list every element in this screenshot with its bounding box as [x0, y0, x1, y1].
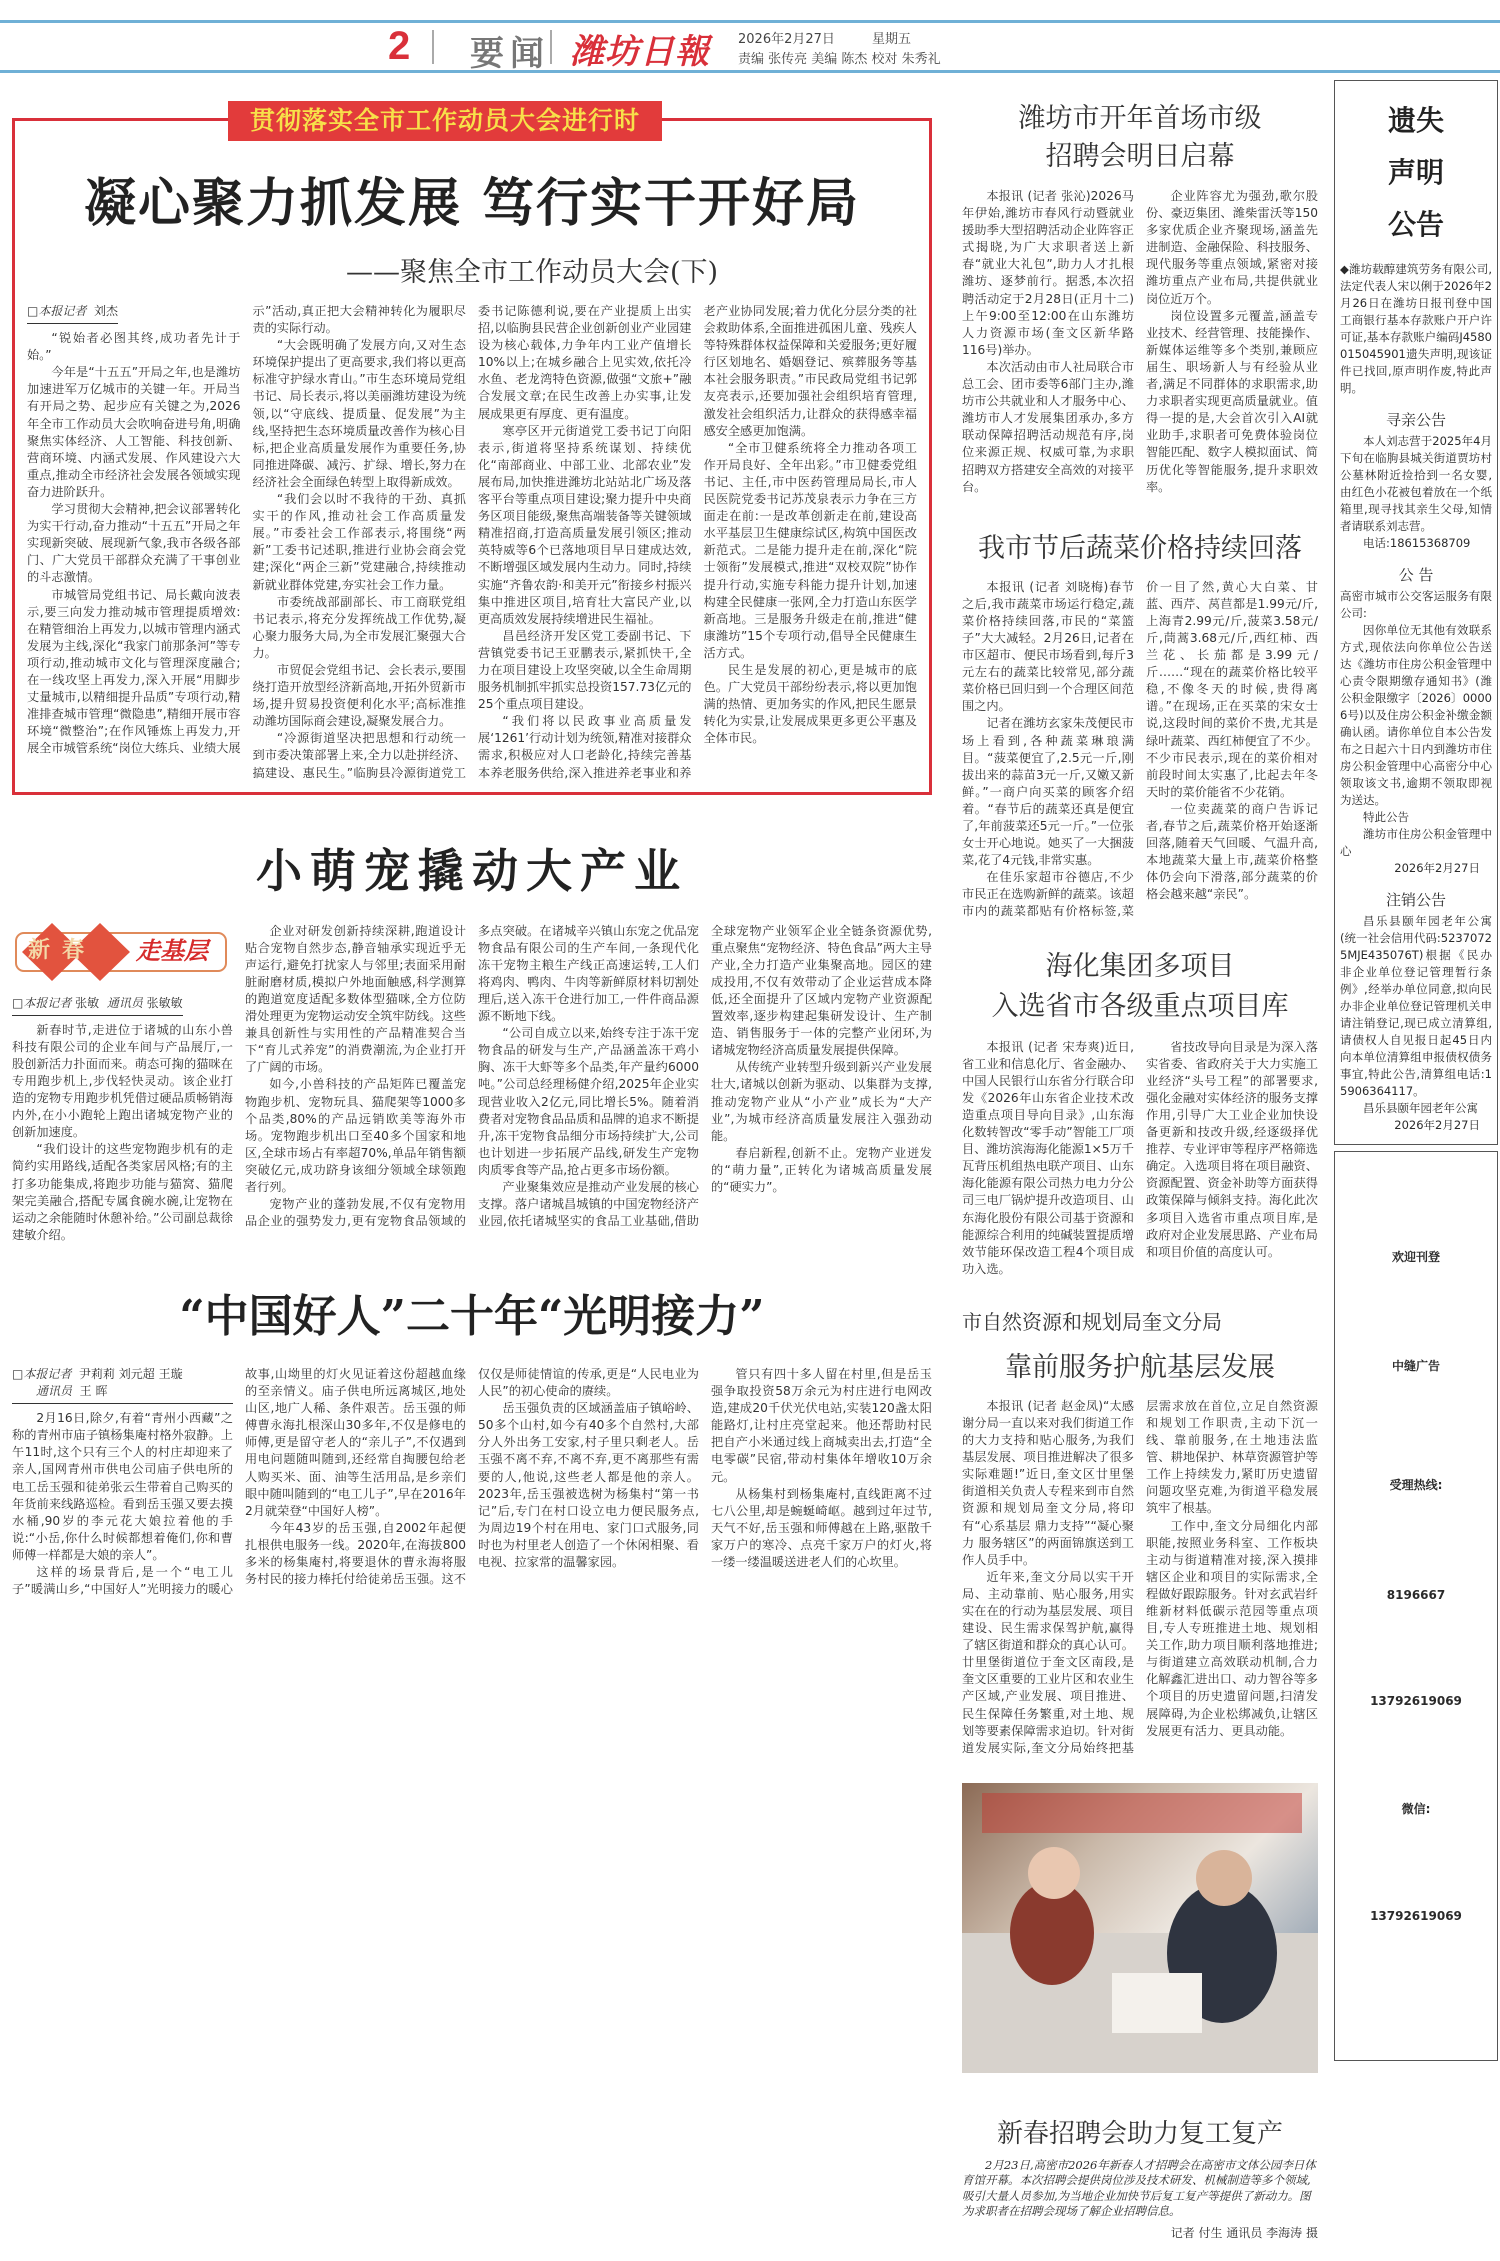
paragraph: 民生是发展的初心,更是城市的底色。广大党员干部纷纷表示,将以更加饱满的热情、更加务实的作风,把民生愿景转化为实景,让发展成果更多更公平惠及全体市民。	[703, 662, 917, 746]
byline-label: □本报记者	[12, 1366, 72, 1381]
paragraph: 近年来,奎文分局以实干开局、主动靠前、贴心服务,用实实在在的行动为基层发展、项目建设、民生需求保驾护航,赢得了辖区街道和群众的真心认可。廿里堡街道位于奎文区南段,是奎文区重要的工业片区和农业生产区域,产业发展、项目推进、民生保障任务繁重,对土地、规划等要素保障需求迫切。针对街道发展实际,奎文分局始终把基层需求放在首位,立足自然资源和规划工作职责,主动下沉一线、靠前服务,在土地违法监管、耕地保护、林草资源管护等工作上持续发力,紧盯历史遗留问题攻坚克难,为街道平稳发展筑牢了根基。	[962, 1398, 1318, 1755]
family-notice-phone: 电话:18615368709	[1363, 536, 1471, 550]
welcome-text: 欢迎刊登	[1391, 1250, 1440, 1264]
paragraph: 从杨集村到杨集庵村,直线距离不过七八公里,却是蜿蜒崎岖。越到过年过节,天气不好,岳玉强和师傅越在上路,驱散千家万户的寒冷、点亮千家万户的灯火,将一缕一缕温暖送进老人们的心坎里。	[711, 1486, 932, 1569]
paragraph: 本报讯 (记者 张沁)2026马年伊始,潍坊市春风行动暨就业援助季大型招聘活动企业阵容正式揭晓,为广大求职者送上新春“就业大礼包”,助力人才扎根潍坊、逐梦前行。据悉,本次招聘活动定于2月28日(正月十二)上午9:00至12:00在山东潍坊人力资源市场(奎文区新华路116号)举办。	[962, 189, 1134, 357]
paragraph: “大会既明确了发展方向,又对生态环境保护提出了更高要求,我们将以更高标准守护绿水青山。”市生态环境局党组书记、局长表示,将以美丽潍坊建设为统领,以“守底线、提质量、促发展”为主线,坚持把生态环境质量改善作为核心目标,把企业高质量发展作为重要任务,协同推进降碳、减污、扩绿、增长,努力在经济社会全面绿色转型上取得新成效。	[252, 338, 466, 489]
xinchun-zoujiceng-logo	[12, 923, 230, 981]
byline-author: 尹莉莉 刘元超 王璇	[78, 1366, 183, 1381]
paragraph: 今年是“十五五”开局之年,也是潍坊加速进军万亿城市的关键一年。开局当有开局之势、起步应有关键之为,2026年全市工作动员大会吹响奋进号角,明确聚焦实体经济、人工智能、科技创新、营商环境、内涵式发展、作风建设六大重点,推动全市经济社会发展各领域实现奋力进阶跃升。	[27, 365, 241, 499]
paragraph: 企业阵容尤为强劲,歌尔股份、豪迈集团、潍柴雷沃等150多家优质企业齐聚现场,涵盖先进制造、金融保险、科技服务、现代服务等重点领域,紧密对接潍坊重点产业布局,共提供就业岗位近万个。	[1146, 189, 1318, 306]
byline-label: □本报记者	[12, 995, 72, 1010]
byline-author: 刘杰	[93, 304, 118, 318]
paragraph: 本次活动由市人社局联合市总工会、团市委等6部门主办,潍坊市公共就业和人才服务中心、潍坊市人才发展集团承办,多方联动保障招聘活动规范有序,岗位来源正规、权威可靠,为求职招聘双方搭建安全高效的对接平台。	[962, 359, 1134, 494]
cancel-notice-title: 注销公告	[1385, 891, 1446, 909]
paragraph: 宠物产业的蓬勃发展,不仅有宠物用品企业的强势发力,更有宠物食品领域的多点突破。在诸城辛兴镇山东宠之优品宠物食品有限公司的生产车间,一条现代化冻干宠物主粮生产线正高速运转,工人们将鸡肉、鸭肉、牛肉等新鲜原材料切割处理后,送入冻干仓进行加工,一件件商品源源不断地下线。	[245, 923, 699, 1229]
cancel-notice-text: 昌乐县颐年园老年公寓(统一社会信用代码:52370725MJE4350​76T)根据《民办非企业单位登记管理暂行条例》,经举办单位同意,拟向民办非企业单位登记管理机关申请注销登记,现已成立清算组,请债权人自见报日起45日内向本单位清算组申报债权债务事宜,特此公告,清算组电话:15906364117。	[1340, 914, 1492, 1098]
lead-article-frame	[12, 106, 932, 795]
paragraph: 市贸促会党组书记、会长表示,要围绕打造开放型经济新高地,开拓外贸新市场,提升贸易投资便利化水平;高标准推动潍坊国际商会建设,凝聚发展合力。	[252, 662, 466, 729]
paragraph: 工作中,奎文分局细化内部职能,按照业务科室、工作板块主动与街道精准对接,深入摸排辖区企业和项目的实际需求,全程做好跟踪服务。针对玄武岩纤维新材料低碳示范园等重点项目,专人专班推进土地、规划相关工作,助力项目顺利落地推进;与街道建立高效联动机制,合力化解鑫汇进出口、动力智谷等多个项目的历史遗留问题,扫清发展障碍,为企业松绑减负,让辖区发展更有活力、更具动能。	[1146, 1518, 1318, 1738]
cancel-notice-signer: 昌乐县颐年园老年公寓	[1363, 1101, 1478, 1115]
paragraph: 这样的场景背后,是一个“电工儿子”暖满山乡,“中国好人”光明接力的暖心故事,山坳里的灯火见证着这份超越血缘的至亲情义。庙子供电所远离城区,地处山区,地广人稀、条件艰苦。岳玉强的师傅曹永海扎根深山30多年,不仅是修电的师傅,更是留守老人的“亲儿子”,不仅遇到用电问题随叫随到,还经常自掏腰包给老人购买米、面、油等生活用品,是乡亲们眼中随叫随到的“电工儿子”,早在2016年2月就荣登“中国好人榜”。	[12, 1366, 466, 1597]
paragraph: 如今,小兽科技的产品矩阵已覆盖宠物跑步机、宠物玩具、猫爬架等1000多个品类,80%的产品远销欧美等海外市场。宠物跑步机出口至40多个国家和地区,全球市场占有率超70%,单品年销售额突破亿元,成功跻身该细分领域全球领跑者行列。	[245, 1077, 466, 1195]
paragraph: “锐始者必图其终,成功者先计于始。”	[27, 331, 241, 363]
header-line: 声明	[1387, 156, 1444, 189]
headline-line: 海化集团多项目	[1045, 950, 1235, 982]
paragraph: “全市卫健系统将全力推动各项工作开局良好、全年出彩。”市卫健委党组书记、主任,市中医药管理局局长,市人民医院党委书记苏茂泉表示力争在三方面走在前:一是改革创新走在前,建设高水平基层卫生健康综试区,构筑中国医改新范式。二是能力提升走在前,深化“院士领衔”发展模式,推进“双校双院”协作提升行动,实施专科能力提升计划,加速构建全民健康一张网,全力打造山东医学新高地。三是服务升级走在前,推进“健康潍坊”15个专项行动,倡导全民健康生活方式。	[703, 440, 917, 660]
paragraph: 管只有四十多人留在村里,但是岳玉强争取投资58万余元为村庄进行电网改造,建成20千伏光伏电站,实装120盏太阳能路灯,让村庄亮堂起来。他还帮助村民把自产小米通过线上商城卖出去,打造“全电零碳”民宿,带动村集体年增收10万余元。	[711, 1366, 932, 1484]
paragraph: “我们将以民政事业高质量发展‘1261’行动计划为统领,精准对接群众需求,积极应对人口老龄化,持续完善基本养老服务供给,深入推进养老事业和养老产业协同发展;着力优化分层分类的社会救助体系,全面推进孤困儿童、残疾人等特殊群体权益保障和关爱服务;更好履行区划地名、婚姻登记、殡葬服务等基本社会服务职责。”市民政局党组书记郭友亮表示,还要加强社会组织培育管理,激发社会组织活力,让群众的获得感幸福感安全感更加饱满。	[478, 304, 917, 780]
loss-notice: ◆潍坊载醇建筑劳务有限公司,法定代表人宋以俐于2026年2月26日在潍坊日报刊登中国工商银行基本存款账户开户许可证,基本存款账户编码J4580015045901遗失声明,现该证件已找回,原声明作废,特此声明。	[1340, 262, 1492, 395]
byline-author: 王 晖	[79, 1384, 108, 1399]
paragraph: 本报讯 (记者 赵金凤)“太感谢分局一直以来对我们街道工作的大力支持和贴心服务,为我们基层发展、项目推进解决了很多实际难题!”近日,奎文区廿里堡街道相关负责人专程来到市自然资源和规划局奎文分局,将印有“心系基层 鼎力支持”“凝心聚力 服务辖区”的两面锦旗送到工作人员手中。	[962, 1398, 1134, 1567]
paragraph: 从传统产业转型升级到新兴产业发展壮大,诸城以创新为驱动、以集群为支撑,推动宠物产业从“小产业”成长为“大产业”,为城市经济高质量发展注入强劲动能。	[711, 1060, 932, 1143]
classifieds-header	[1338, 95, 1494, 251]
photo-recruitment-fair	[962, 1783, 1318, 2073]
pets-body	[12, 923, 932, 1244]
lead-body	[27, 303, 917, 782]
left-area	[12, 80, 932, 1618]
recruit-headline	[962, 100, 1318, 176]
hotline-2: 13792619069	[1370, 1694, 1462, 1708]
kuiwen-kicker: 市自然资源和规划局奎文分局	[962, 1309, 1222, 1334]
byline-label: 通讯员	[106, 995, 143, 1010]
veg-body	[962, 579, 1318, 921]
photo-illustration	[962, 1783, 1318, 2073]
pets-headline: 小萌宠撬动大产业	[256, 843, 688, 898]
notice-recipient: 高密市城市公交客运服务有限公司:	[1340, 589, 1492, 620]
paragraph: “我们会以时不我待的干劲、真抓实干的作风,推动社会工作高质量发展。”市委社会工作部表示,将围绕“两新”工委书记述职,推进行业协会商会党建;深化“两企三新”党建融合,持续推动新就业群体党建,夯实社会工作力量。	[252, 492, 466, 592]
paragraph: 产业聚集效应是推动产业发展的核心支撑。落户诸城昌城镇的中国宠物经济产业园,依托诸城坚实的食品工业基础,借助全球宠物产业领军企业全链条资源优势,重点聚焦“宠物经济、特色食品”两大主导产业,全力打造产业集聚高地。园区的建成投用,不仅有效带动了企业运营成本降低,还全面提升了区域内宠物产业资源配置效率,逐步构建起集研发设计、生产制造、销售服务于一体的完整产业闭环,为诸城宠物经济高质量发展提供保障。	[478, 923, 932, 1229]
page-number: 2	[388, 24, 411, 68]
haihua-body	[962, 1039, 1318, 1278]
divider	[550, 30, 552, 64]
kuiwen-headline: 靠前服务护航基层发展	[1005, 1351, 1275, 1383]
paragraph: 寒亭区开元街道党工委书记丁向阳表示,街道将坚持系统谋划、持续优化“南部商业、中部工业、北部农业”发展布局,加快推进潍坊北站站北广场及落客平台等重点项目建设;聚力提升中央商务区项目能级,聚焦高端装备等关键领域精准招商,打造高质量发展引领区;推动英特威等6个已落地项目早日建成达效,不断增强区域发展内生动力。同时,持续实施“齐鲁农韵·和美开元”衔接乡村振兴集中推进区项目,培育壮大富民产业,以更高质效发展持续增进民生福祉。	[478, 423, 692, 626]
classifieds-box	[1334, 80, 1498, 1145]
paragraph: “我们设计的这些宠物跑步机有的走简约实用路线,适配各类家居风格;有的主打多功能集成,将跑步功能与猫窝、猫爬架完美融合,搭配专属食碗水碗,让宠物在运动之余能随时休憩补给。”公司副总裁徐建敏介绍。	[12, 1142, 233, 1242]
newspaper-logo: 潍坊日報	[570, 32, 710, 72]
paragraph: 春启新程,创新不止。宠物产业迸发的“萌力量”,正转化为诸城高质量发展的“硬实力”。	[711, 1145, 932, 1195]
lead-subtitle: ——聚焦全市工作动员大会(下)	[345, 257, 719, 288]
paragraph: 本报讯 (记者 宋寿爽)近日,省工业和信息化厅、省金融办、中国人民银行山东省分行联合印发《2026年山东省企业技术改造重点项目导向目录》,山东海化数转智改“零手动”智能工厂项目、潍坊滨海海化能源1×5万千瓦背压机组热电联产项目、山东海化能源有限公司热力电力分公司三电厂锅炉提升改造项目、山东海化股份有限公司基于资源和能源综合利用的纯碱装置提质增效节能环保改造工程4个项目成功入选。	[962, 1039, 1134, 1276]
kuiwen-body	[962, 1398, 1318, 1757]
paragraph: 在佳乐家超市谷德店,不少市民正在选购新鲜的蔬菜。该超市内的蔬菜都贴有价格标签,菜价一目了然,黄心大白菜、甘蓝、西芹、莴苣都是1.99元/斤,上海青2.99元/斤,菠菜3.58元/斤,茼蒿3.68元/斤,西红柿、西兰花、长茄都是3.99元/斤……“现在的蔬菜价格比较平稳,不像冬天的时候,贵得离谱。”在现场,正在买菜的宋女士说,这段时间的菜价不贵,尤其是绿叶蔬菜、西红柿便宜了不少。不少市民表示,现在的菜价相对前段时间太实惠了,比起去年冬天时的菜价能省不少花销。	[962, 579, 1318, 919]
family-notice-title: 寻亲公告	[1385, 411, 1446, 429]
paragraph: 岗位设置多元覆盖,涵盖专业技术、经营管理、技能操作、新媒体运维等多个类别,兼顾应届生、职场新人与有经验从业者,满足不同群体的求职需求,助力求职者实现更高质量就业。值得一提的是,大会首次引入AI就业助手,求职者可免费体验岗位智能匹配、数字人模拟面试、简历优化等智能服务,提升求职效率。	[1146, 308, 1318, 494]
divider	[432, 30, 434, 64]
bottom-rule	[0, 70, 1500, 73]
paragraph: 本报讯 (记者 刘晓梅)春节之后,我市蔬菜市场运行稳定,蔬菜价格持续回落,市民的“菜篮子”大大减轻。2月26日,记者在市区超市、便民市场看到,每斤3元左右的蔬菜比较常见,部分蔬菜价格已回归到一个合理区间范围之内。	[962, 579, 1134, 714]
pets-byline	[12, 995, 183, 1016]
cancel-notice-date: 2026年2月27日	[1394, 1118, 1480, 1132]
section-name: 要闻	[470, 34, 550, 74]
right-column	[1334, 80, 1498, 2061]
goodman-byline	[12, 1366, 233, 1404]
paragraph: 学习贯彻大会精神,把会议部署转化为实干行动,奋力推动“十五五”开局之年实现新突破、展现新气象,我市各级各部门、广大党员干部群众充满了干事创业的斗志激情。	[27, 502, 241, 585]
header-line: 遗失	[1387, 104, 1444, 137]
paragraph: 省技改导向目录是为深入落实省委、省政府关于大力实施工业经济“头号工程”的部署要求,强化金融对实体经济的服务支撑作用,引导广大工业企业加快设备更新和技改升级,经逐级择优推荐、专业评审等程序严格筛选确定。入选项目将在项目融资、资源配置、资金补助等方面获得政策保障与倾斜支持。海化此次多项目入选省市重点项目库,是政府对企业发展思路、产业布局和项目价值的高度认可。	[1146, 1039, 1318, 1259]
header-line: 公告	[1387, 208, 1444, 241]
logo-text-zoujiceng: 走基层	[136, 936, 208, 965]
page-body	[0, 80, 1500, 2261]
byline-label: □本报记者	[27, 304, 87, 318]
photo-caption: 2月23日,高密市2026年新春人才招聘会在高密市文体公园李日体育馆开幕。本次招聘会提供岗位涉及技术研发、机械制造等多个领域,吸引大量人员参加,为当地企业加快节后复工复产等提供了新动力。图为求职者在招聘会现场了解企业招聘信息。	[962, 2157, 1316, 2219]
top-rule	[0, 20, 1500, 23]
notice-signer: 潍坊市住房公积金管理中心	[1340, 827, 1492, 858]
family-notice-text: 本人刘志营于2025年4月下旬在临朐县城关街道贾坊村公墓林附近捡拾到一名女婴,由红色小花被包着放在一个纸箱里,现寻找其亲生父母,知情者请联系刘志营。	[1340, 434, 1492, 533]
paragraph: “公司自成立以来,始终专注于冻干宠物食品的研发与生产,产品涵盖冻干鸡小胸、冻干大虾等多个品类,年产量约6000吨。”公司总经理杨健介绍,2025年企业实现营业收入2亿元,同比增长5%。随着消费者对宠物食品品质和品牌的追求不断提升,冻干宠物食品细分市场持续扩大,公司也计划进一步拓展产品线,研发生产宠物肉质零食等产品,抢占更多市场份额。	[478, 1026, 699, 1177]
haihua-headline	[962, 947, 1318, 1027]
middle-column	[962, 80, 1318, 2261]
issue-date: 2026年2月27日	[738, 32, 835, 47]
byline-label: 通讯员	[36, 1384, 73, 1399]
paragraph: “冷源街道坚决把思想和行动统一到市委决策部署上来,全力以赴拼经济、搞建设、惠民生。”临朐县冷源街道党工委书记陈德利说,要在产业提质上出实招,以临朐县民营企业创新创业产业园建设为核心载体,力争年内工业产值增长10%以上;在城乡融合上见实效,依托冷水鱼、老龙湾特色资源,做强“文旅+”融合发展文章;在民生改善上办实事,让发展成果更有厚度、更有温度。	[252, 304, 692, 780]
notice-closing: 特此公告	[1363, 810, 1409, 824]
ad-space-box	[1334, 1151, 1498, 2061]
hotline-1: 8196667	[1386, 1588, 1446, 1602]
wechat-number: 13792619069	[1370, 1909, 1462, 1923]
paragraph: 市城管局党组书记、局长戴向波表示,要三向发力推动城市管理提质增效:在精管细治上再发力,以城市管理内涵式发展为主线,深化“我家门前那条河”等专项行动,推动城市文化与管理深度融合;在一线攻坚上再发力,深入开展“用脚步丈量城市,以精细提升品质”专项行动,精准排查城市管理“微隐患”,精细开展市容环境“微整治”;在作风锤炼上再发力,开展全市城管系统“岗位大练兵、业绩大展示”活动,真正把大会精神转化为履职尽责的实际行动。	[27, 304, 466, 756]
wechat-label: 微信:	[1401, 1802, 1431, 1816]
veg-headline: 我市节后蔬菜价格持续回落	[978, 532, 1302, 564]
notice-date: 2026年2月27日	[1394, 861, 1480, 875]
lead-headline: 凝心聚力抓发展 笃行实干开好局	[83, 174, 861, 234]
logo-text-xinchun: 新春	[28, 937, 97, 963]
recruit-body	[962, 188, 1318, 496]
photo-credit: 记者 付生 通讯员 李海涛 摄	[1170, 2225, 1318, 2240]
paragraph: 企业对研发创新持续深耕,跑道设计贴合宠物自然步态,静音轴承实现近乎无声运行,避免打扰家人与邻里;表面采用耐脏耐磨材质,模拟户外地面触感,科学测算的跑道宽度适配多数体型猫咪,全方位防滑处理更为宠物运动安全筑牢防线。这些兼具创新性与实用性的产品精准契合当下“育儿式养宠”的消费潮流,为企业打开了广阔的市场。	[245, 923, 466, 1075]
paragraph: 岳玉强负责的区域涵盖庙子镇峪岭、50多个山村,如今有40多个自然村,大部分人外出务工安家,村子里只剩老人。岳玉强不离不弃,不离不弃,更不离那些有需要的人,他说,这些老人都是他的亲人。2023年,岳玉强被选树为杨集村“第一书记”后,专门在村口设立电力便民服务点,为周边19个村在用电、家门口式服务,同时也为村里老人创造了一个休闲相聚、看电视、拉家常的温馨家园。	[478, 1401, 699, 1569]
hotline-label: 受理热线:	[1389, 1478, 1443, 1492]
paragraph: 2月16日,除夕,有着“青州小西藏”之称的青州市庙子镇杨集庵村格外寂静。上午11时,这个只有三个人的村庄却迎来了亲人,国网青州市供电公司庙子供电所的电工岳玉强和徒弟张云生带着自己购买的年货前来线路巡检。看到岳玉强又要去摸水桶,90岁的李元花大娘拉着他的手说:“小岳,你什么时候都想着俺们,你和曹师傅一样都是大娘的亲人”。	[12, 1411, 233, 1562]
headline-line: 入选省市各级重点项目库	[991, 990, 1289, 1022]
goodman-body	[12, 1366, 932, 1598]
byline	[27, 303, 118, 324]
weekday: 星期五	[872, 32, 912, 47]
ad-type: 中缝广告	[1391, 1359, 1440, 1373]
editor-credits: 责编 张传亮 美编 陈杰 校对 朱秀礼	[738, 52, 941, 67]
paragraph: 一位卖蔬菜的商户告诉记者,春节之后,蔬菜价格开始逐渐回落,随着天气回暖、气温升高,本地蔬菜大量上市,蔬菜价格整体仍会向下滑落,部分蔬菜的价格会越来越“亲民”。	[1146, 801, 1318, 902]
byline-author: 张敏	[75, 995, 100, 1010]
headline-line: 潍坊市开年首场市级	[1018, 103, 1262, 134]
headline-line: 招聘会明日启幕	[1045, 141, 1235, 172]
paragraph: 今年43岁的岳玉强,自2002年起便扎根供电服务一线。2020年,在海拔800多米的杨集庵村,将要退休的曹永海将服务村民的接力棒托付给徒弟岳玉强。这不仅仅是师徒情谊的传承,更是“人民电业为人民”的初心使命的赓续。	[245, 1366, 699, 1587]
paragraph: 新春时节,走进位于诸城的山东小兽科技有限公司的企业车间与产品展厅,一股创新活力扑面而来。萌态可掬的猫咪在专用跑步机上,步伐轻快灵动。该企业打造的宠物专用跑步机凭借过硬品质畅销海内外,在小小跑轮上跑出诸城宠物产业的创新加速度。	[12, 1022, 233, 1140]
byline-author: 张敏敏	[146, 995, 183, 1010]
paragraph: 市委统战部副部长、市工商联党组书记表示,将充分发挥统战工作优势,凝心聚力服务大局,为全市发展汇聚强大合力。	[252, 594, 466, 660]
notice-text: 因你单位无其他有效联系方式,现依法向你单位公告送达《潍坊市住房公积金管理中心责令限期缴存通知书》(潍公积金限缴字〔2026〕00006号)以及住房公积金补缴金额确认函。请你单位自本公告发布之日起六十日内到潍坊市住房公积金管理中心高密分中心领取该文书,逾期不领取即视为送达。	[1340, 623, 1492, 807]
paragraph: 记者在潍坊玄家朱茂便民市场上看到,各种蔬菜琳琅满目。“菠菜便宜了,2.5元一斤,刚拔出来的蒜苗3元一斤,又嫩又新鲜。”一商户向买菜的顾客介绍着。“春节后的蔬菜还真是便宜了,年前菠菜还5元一斤。”一位张女士开心地说。她买了一大捆菠菜,花了4元钱,非常实惠。	[962, 716, 1134, 868]
paragraph: 昌邑经济开发区党工委副书记、下营镇党委书记王亚鹏表示,紧抓快干,全力在项目建设上攻坚突破,以全生命周期服务机制抓牢抓实总投资157.73亿元的25个重点项目建设。	[478, 628, 692, 712]
photo-story-headline: 新春招聘会助力复工复产	[996, 2118, 1283, 2149]
lead-banner: 贯彻落实全市工作动员大会进行时	[228, 101, 662, 141]
goodman-headline: “中国好人”二十年“光明接力”	[179, 1290, 765, 1342]
notice-title: 公 告	[1398, 566, 1434, 584]
